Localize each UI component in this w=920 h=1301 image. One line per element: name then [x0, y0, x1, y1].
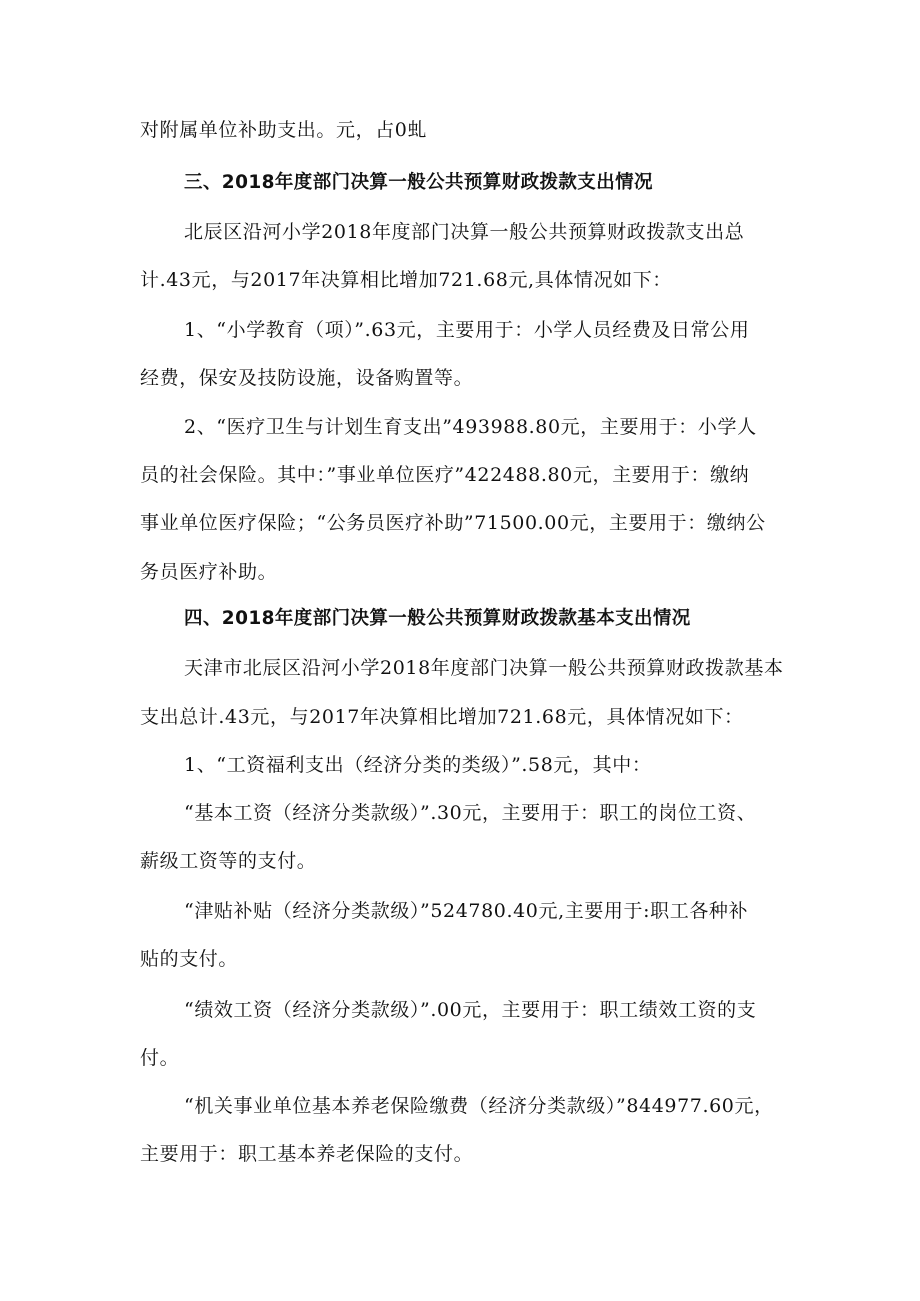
paragraph-line: 计.43元，与2017年决算相比增加721.68元,具体情况如下： — [140, 269, 672, 291]
paragraph-line: 主要用于：职工基本养老保险的支付。 — [140, 1143, 474, 1165]
paragraph-line: “机关事业单位基本养老保险缴费（经济分类款级）”844977.60元， — [184, 1095, 774, 1117]
section-heading: 三、2018年度部门决算一般公共预算财政拨款支出情况 — [184, 172, 653, 193]
paragraph-line: 事业单位医疗保险；“公务员医疗补助”71500.00元，主要用于：缴纳公 — [140, 512, 766, 534]
paragraph-line: 对附属单位补助支出。元，占0虬 — [140, 119, 428, 141]
paragraph-line: 薪级工资等的支付。 — [140, 850, 317, 872]
paragraph-line: 务员医疗补助。 — [140, 561, 278, 583]
paragraph-line: 1、“工资福利支出（经济分类的类级）”.58元，其中： — [184, 754, 652, 776]
paragraph-line: 天津市北辰区沿河小学2018年度部门决算一般公共预算财政拨款基本 — [184, 657, 784, 679]
paragraph-line: “绩效工资（经济分类款级）”.00元，主要用于：职工绩效工资的支 — [184, 999, 757, 1021]
paragraph-line: “基本工资（经济分类款级）”.30元，主要用于：职工的岗位工资、 — [184, 802, 757, 824]
section-heading: 四、2018年度部门决算一般公共预算财政拨款基本支出情况 — [184, 608, 691, 629]
paragraph-line: 1、“小学教育（项）”.63元，主要用于：小学人员经费及日常公用 — [184, 319, 750, 341]
paragraph-line: 经费，保安及技防设施，设备购置等。 — [140, 367, 474, 389]
paragraph-line: 员的社会保险。其中：”事业单位医疗”422488.80元，主要用于：缴纳 — [140, 464, 750, 486]
paragraph-line: 支出总计.43元，与2017年决算相比增加721.68元，具体情况如下： — [140, 706, 744, 728]
paragraph-line: “津贴补贴（经济分类款级）”524780.40元,主要用于:职工各种补 — [184, 900, 749, 922]
paragraph-line: 2、“医疗卫生与计划生育支出”493988.80元，主要用于：小学人 — [184, 416, 757, 438]
paragraph-line: 贴的支付。 — [140, 948, 239, 970]
paragraph-line: 付。 — [140, 1047, 180, 1069]
paragraph-line: 北辰区沿河小学2018年度部门决算一般公共预算财政拨款支出总 — [184, 221, 745, 243]
